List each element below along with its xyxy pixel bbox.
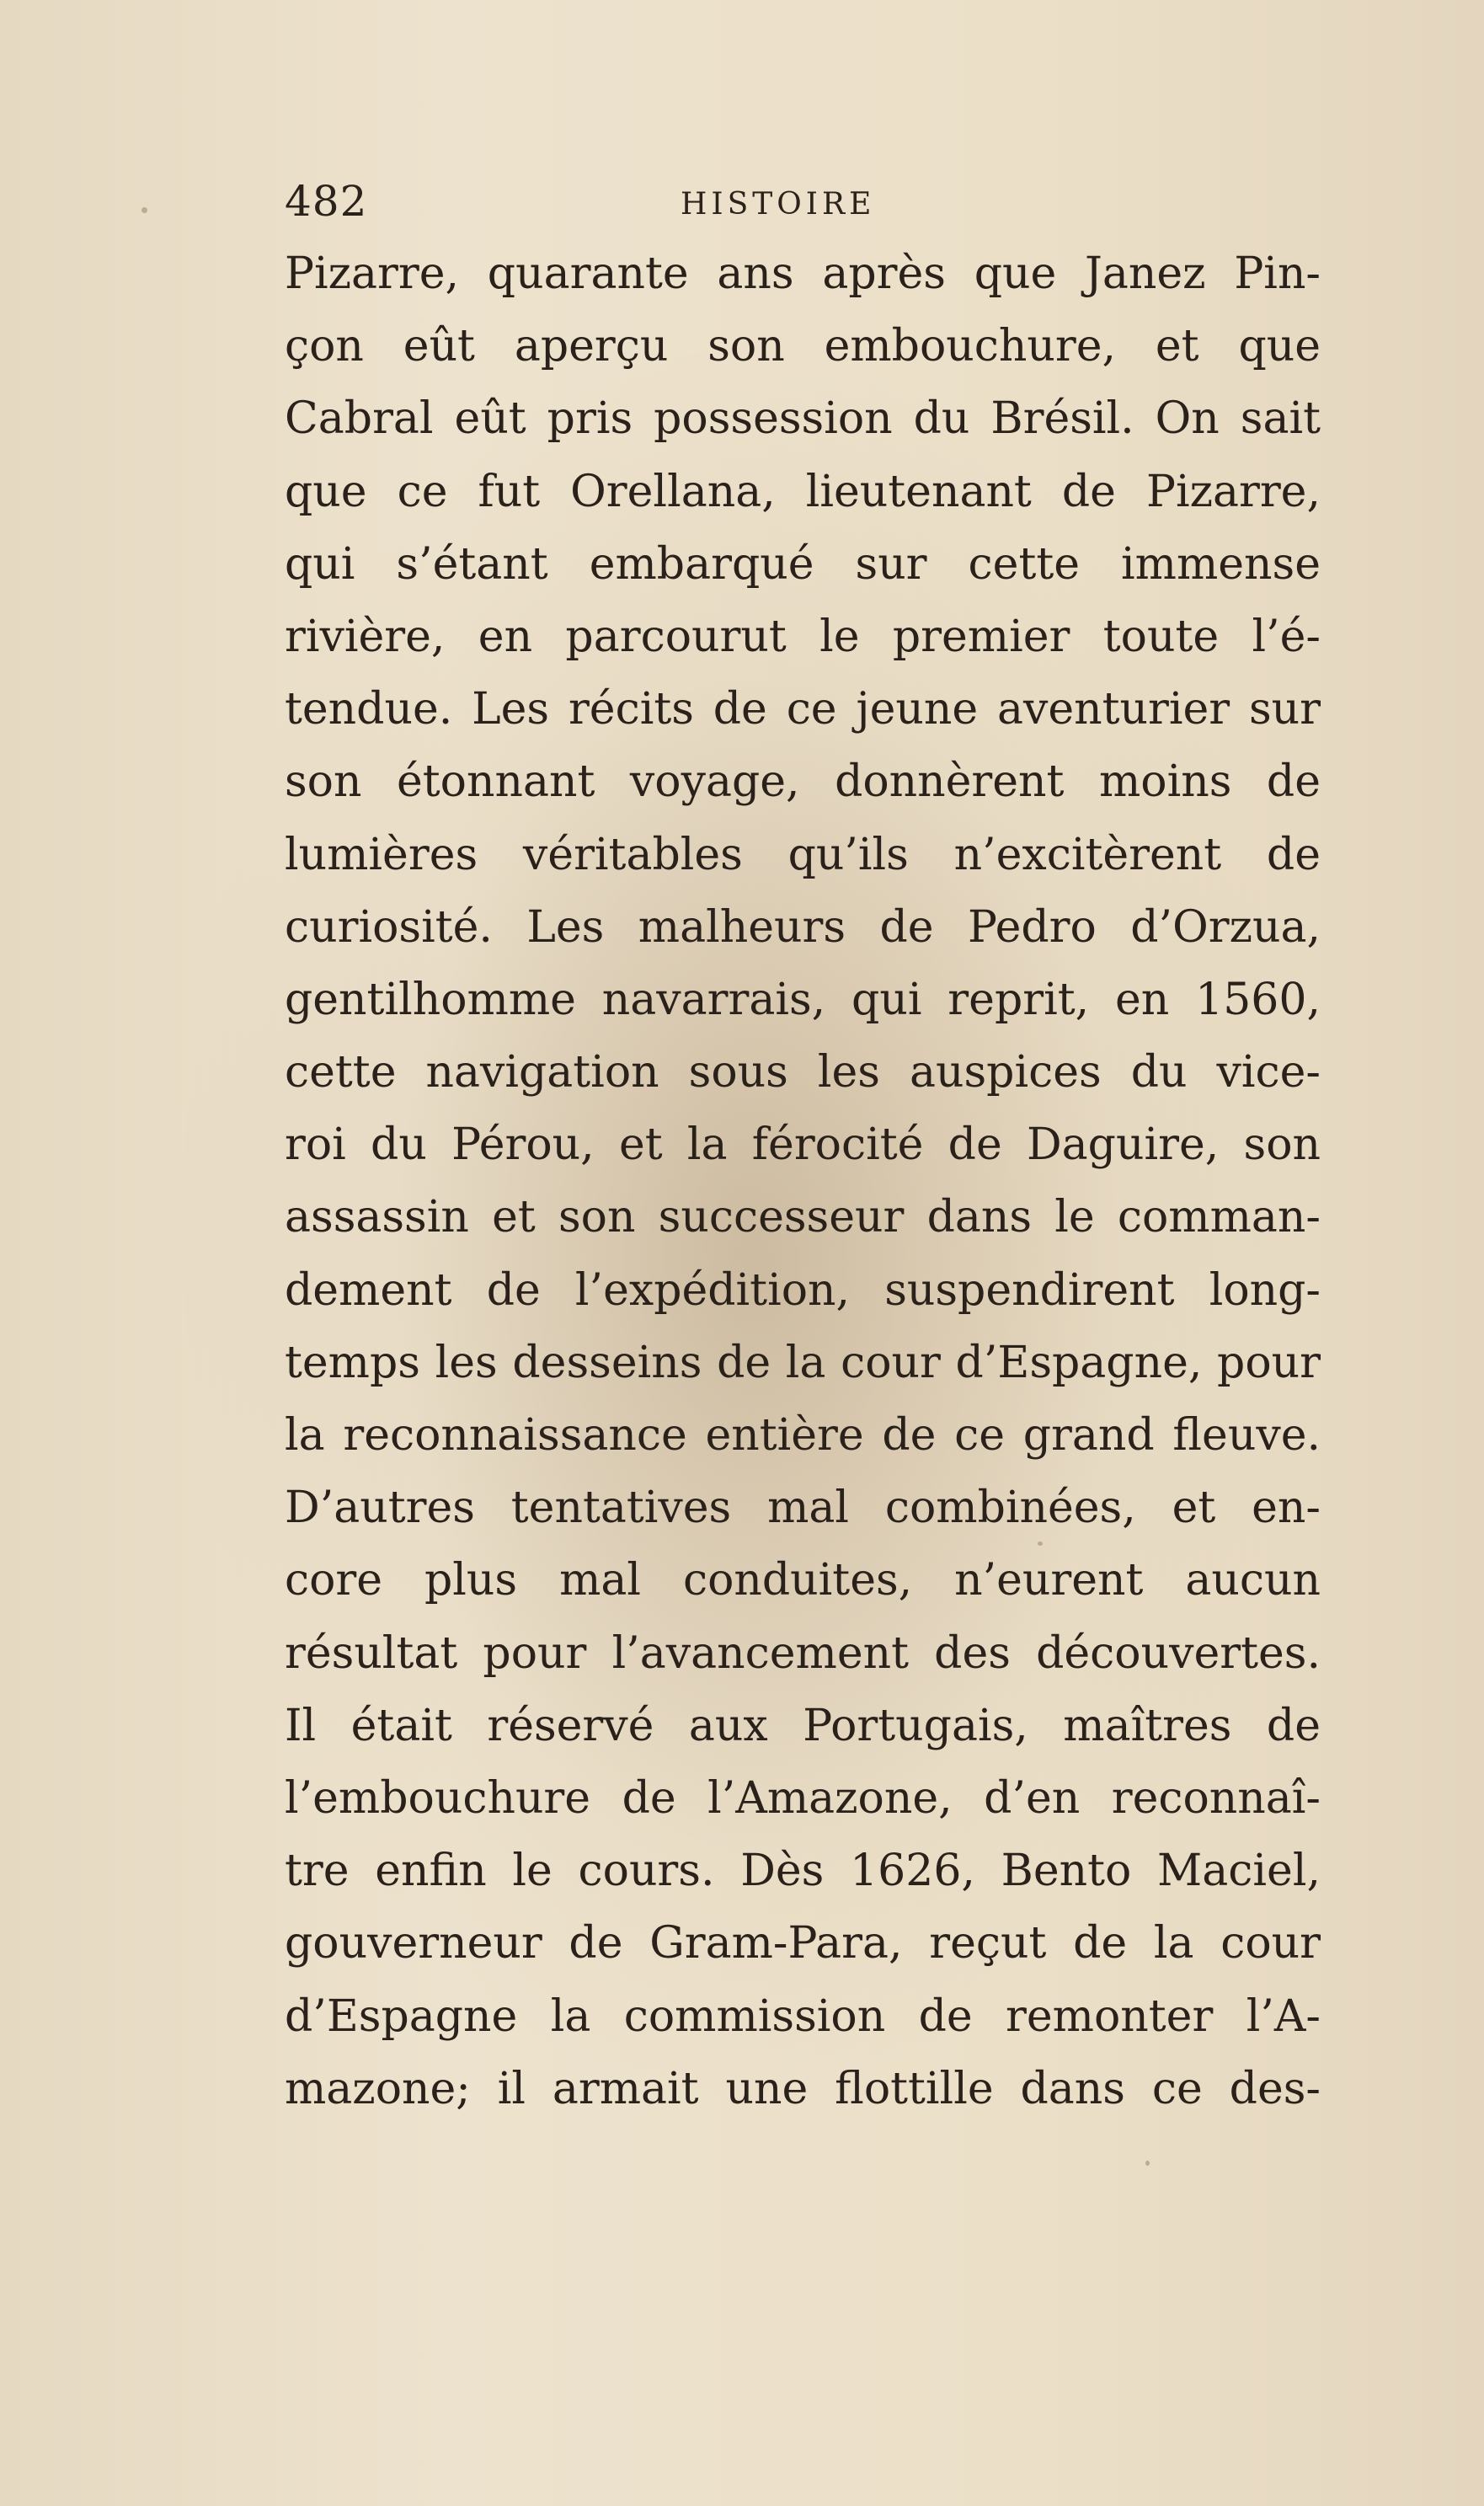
running-head: HISTOIRE xyxy=(681,187,876,222)
text-line: que ce fut Orellana, lieutenant de Pizarre, xyxy=(285,466,1321,517)
text-line: qui s’étant embarqué sur cette immense xyxy=(285,538,1321,590)
text-line: gentilhomme navarrais, qui reprit, en 1560, xyxy=(285,974,1321,1025)
text-line: Pizarre, quarante ans après que Janez Pin- xyxy=(285,248,1321,299)
text-line: son étonnant voyage, donnèrent moins de xyxy=(285,756,1321,808)
text-line: D’autres tentatives mal combinées, et en- xyxy=(285,1483,1321,1534)
text-line: core plus mal conduites, n’eurent aucun xyxy=(285,1555,1321,1606)
text-line: Il était réservé aux Portugais, maîtres de xyxy=(285,1700,1321,1751)
text-line: assassin et son successeur dans le comman- xyxy=(285,1192,1321,1243)
page-header xyxy=(285,177,1321,236)
foxing-spot xyxy=(1145,2161,1150,2166)
text-line: lumières véritables qu’ils n’excitèrent de xyxy=(285,829,1321,880)
foxing-spot xyxy=(141,207,147,213)
text-line: curiosité. Les malheurs de Pedro d’Orzua, xyxy=(285,901,1321,953)
text-line: cette navigation sous les auspices du vice- xyxy=(285,1047,1321,1098)
text-line: tre enfin le cours. Dès 1626, Bento Maciel, xyxy=(285,1846,1321,1897)
text-line: l’embouchure de l’Amazone, d’en reconnaî- xyxy=(285,1772,1321,1824)
text-line: dement de l’expédition, suspendirent long- xyxy=(285,1264,1321,1316)
text-line: la reconnaissance entière de ce grand fleuve. xyxy=(285,1410,1321,1461)
text-line: résultat pour l’avancement des découvertes. xyxy=(285,1627,1321,1679)
text-line: roi du Pérou, et la férocité de Daguire, son xyxy=(285,1119,1321,1171)
text-line: çon eût aperçu son embouchure, et que xyxy=(285,321,1321,372)
text-line: tendue. Les récits de ce jeune aventurier sur xyxy=(285,684,1321,735)
text-line: gouverneur de Gram-Para, reçut de la cour xyxy=(285,1918,1321,1969)
text-line: d’Espagne la commission de remonter l’A- xyxy=(285,1990,1321,2042)
page-number: 482 xyxy=(285,177,368,226)
text-line: temps les desseins de la cour d’Espagne, pour xyxy=(285,1337,1321,1388)
text-line: Cabral eût pris possession du Brésil. On sait xyxy=(285,393,1321,445)
text-line: mazone; il armait une flottille dans ce des- xyxy=(285,2063,1321,2114)
text-line: rivière, en parcourut le premier toute l’é- xyxy=(285,611,1321,662)
body-text xyxy=(285,238,1321,2125)
